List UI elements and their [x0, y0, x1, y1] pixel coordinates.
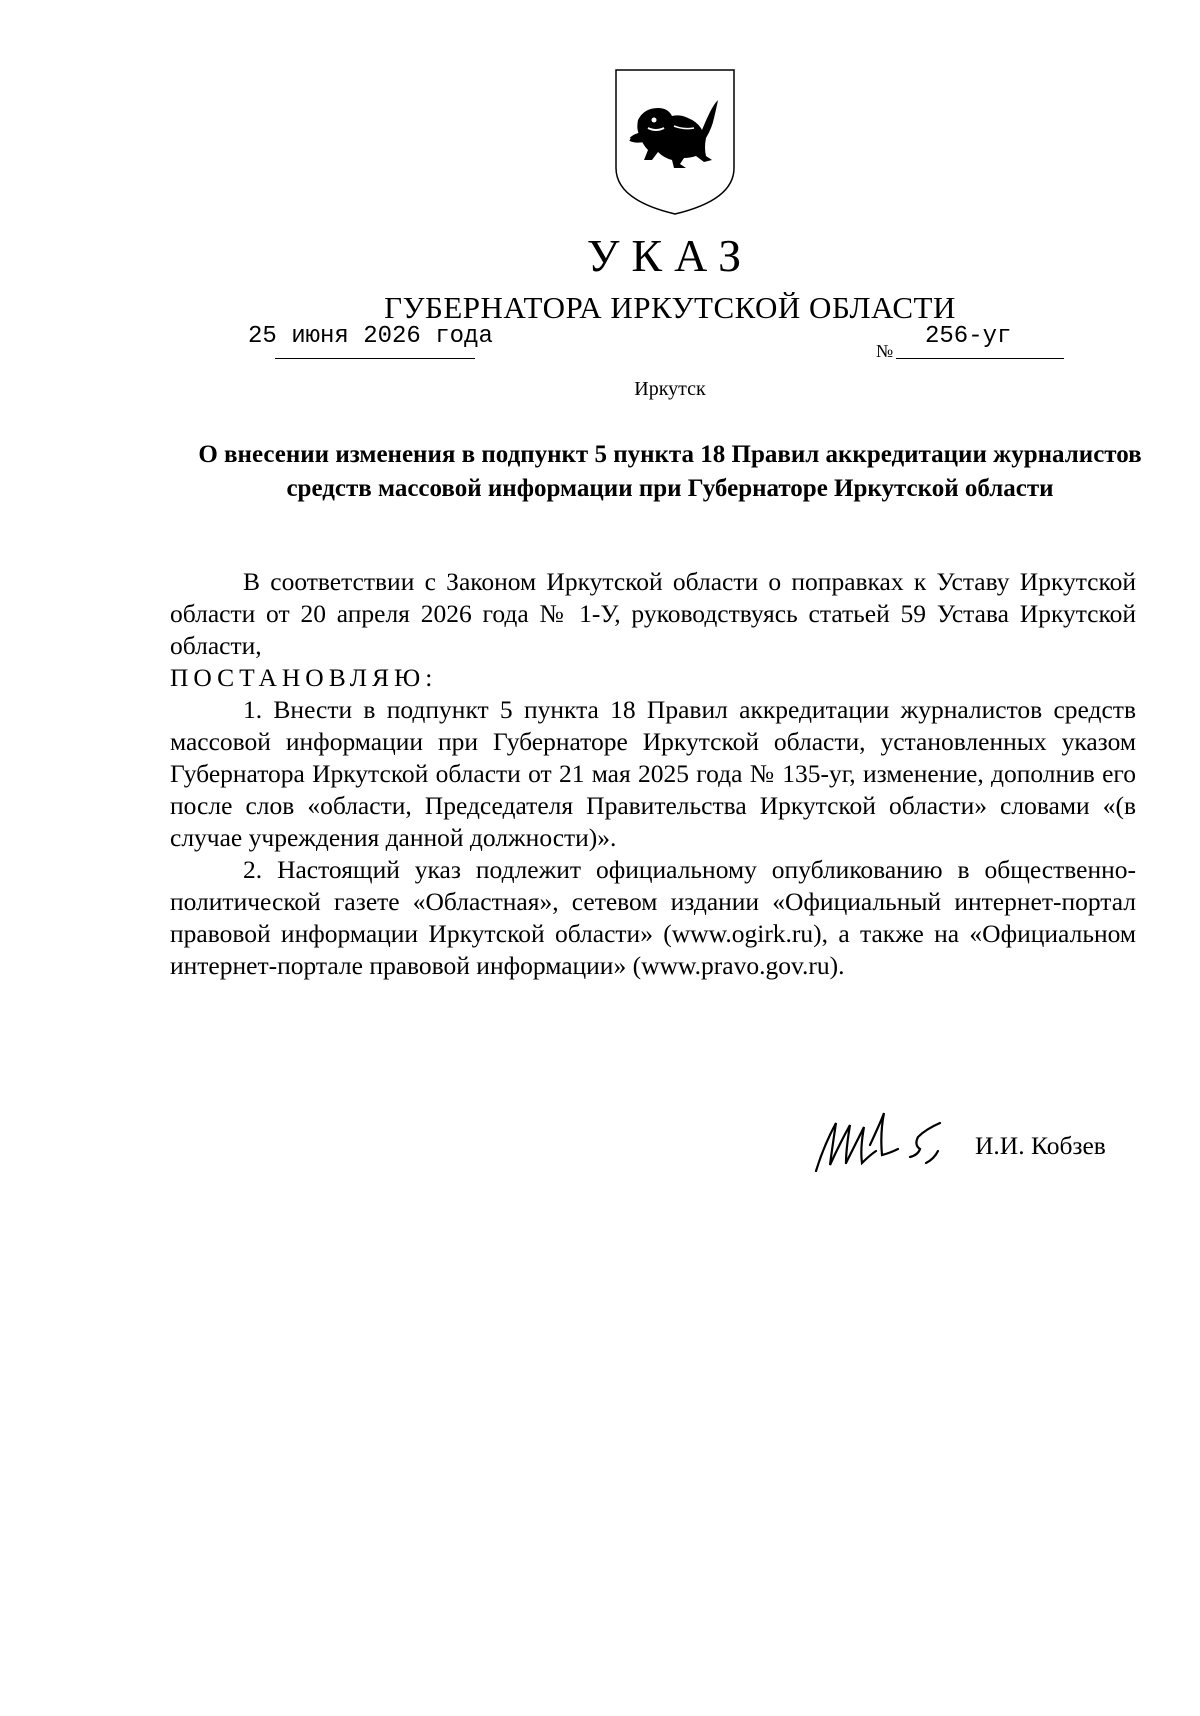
number-underline: [896, 358, 1064, 359]
document-number: 256-уг: [925, 323, 1012, 350]
irkutsk-coat-of-arms-icon: [614, 68, 736, 216]
number-sign: №: [876, 341, 894, 361]
date-underline: [275, 358, 475, 359]
document-date: 25 июня 2026 года: [248, 323, 493, 350]
document-subject: О внесении изменения в подпункт 5 пункта 18 Правил аккредитации журналистов средств массовой информации при Губернаторе Иркутской области: [198, 441, 1142, 502]
document-city: Иркутск: [634, 378, 706, 400]
paragraph-item-2: 2. Настоящий указ подлежит официальному опубликованию в общественно-политической газете «Областная», сетевом издании «Официальный интернет-портал правовой информации Иркутской области» (www.ogirk.ru), а также на «Официальном интернет-портале правовой информации» (www.pravo.gov.ru).: [170, 855, 1136, 980]
paragraph-resolve: ПОСТАНОВЛЯЮ:: [170, 663, 438, 692]
paragraph-preamble: В соответствии с Законом Иркутской области о поправках к Уставу Иркутской области от 20 апреля 2026 года № 1-У, руководствуясь статьей 59 Устава Иркутской области,: [170, 567, 1136, 660]
handwritten-signature-icon: [810, 1105, 970, 1179]
document-body: [170, 566, 1136, 982]
document-authority: ГУБЕРНАТОРА ИРКУТСКОЙ ОБЛАСТИ: [384, 290, 956, 325]
paragraph-item-1: 1. Внести в подпункт 5 пункта 18 Правил аккредитации журналистов средств массовой информации при Губернаторе Иркутской области, установленных указом Губернатора Иркутской области от 21 мая 2025 года № 135-уг, изменение, дополнив его после слов «области, Председателя Правительства Иркутской области» словами «(в случае учреждения данной должности)».: [170, 695, 1136, 852]
signer-name: И.И. Кобзев: [975, 1131, 1106, 1160]
document-title: УКАЗ: [586, 230, 754, 281]
